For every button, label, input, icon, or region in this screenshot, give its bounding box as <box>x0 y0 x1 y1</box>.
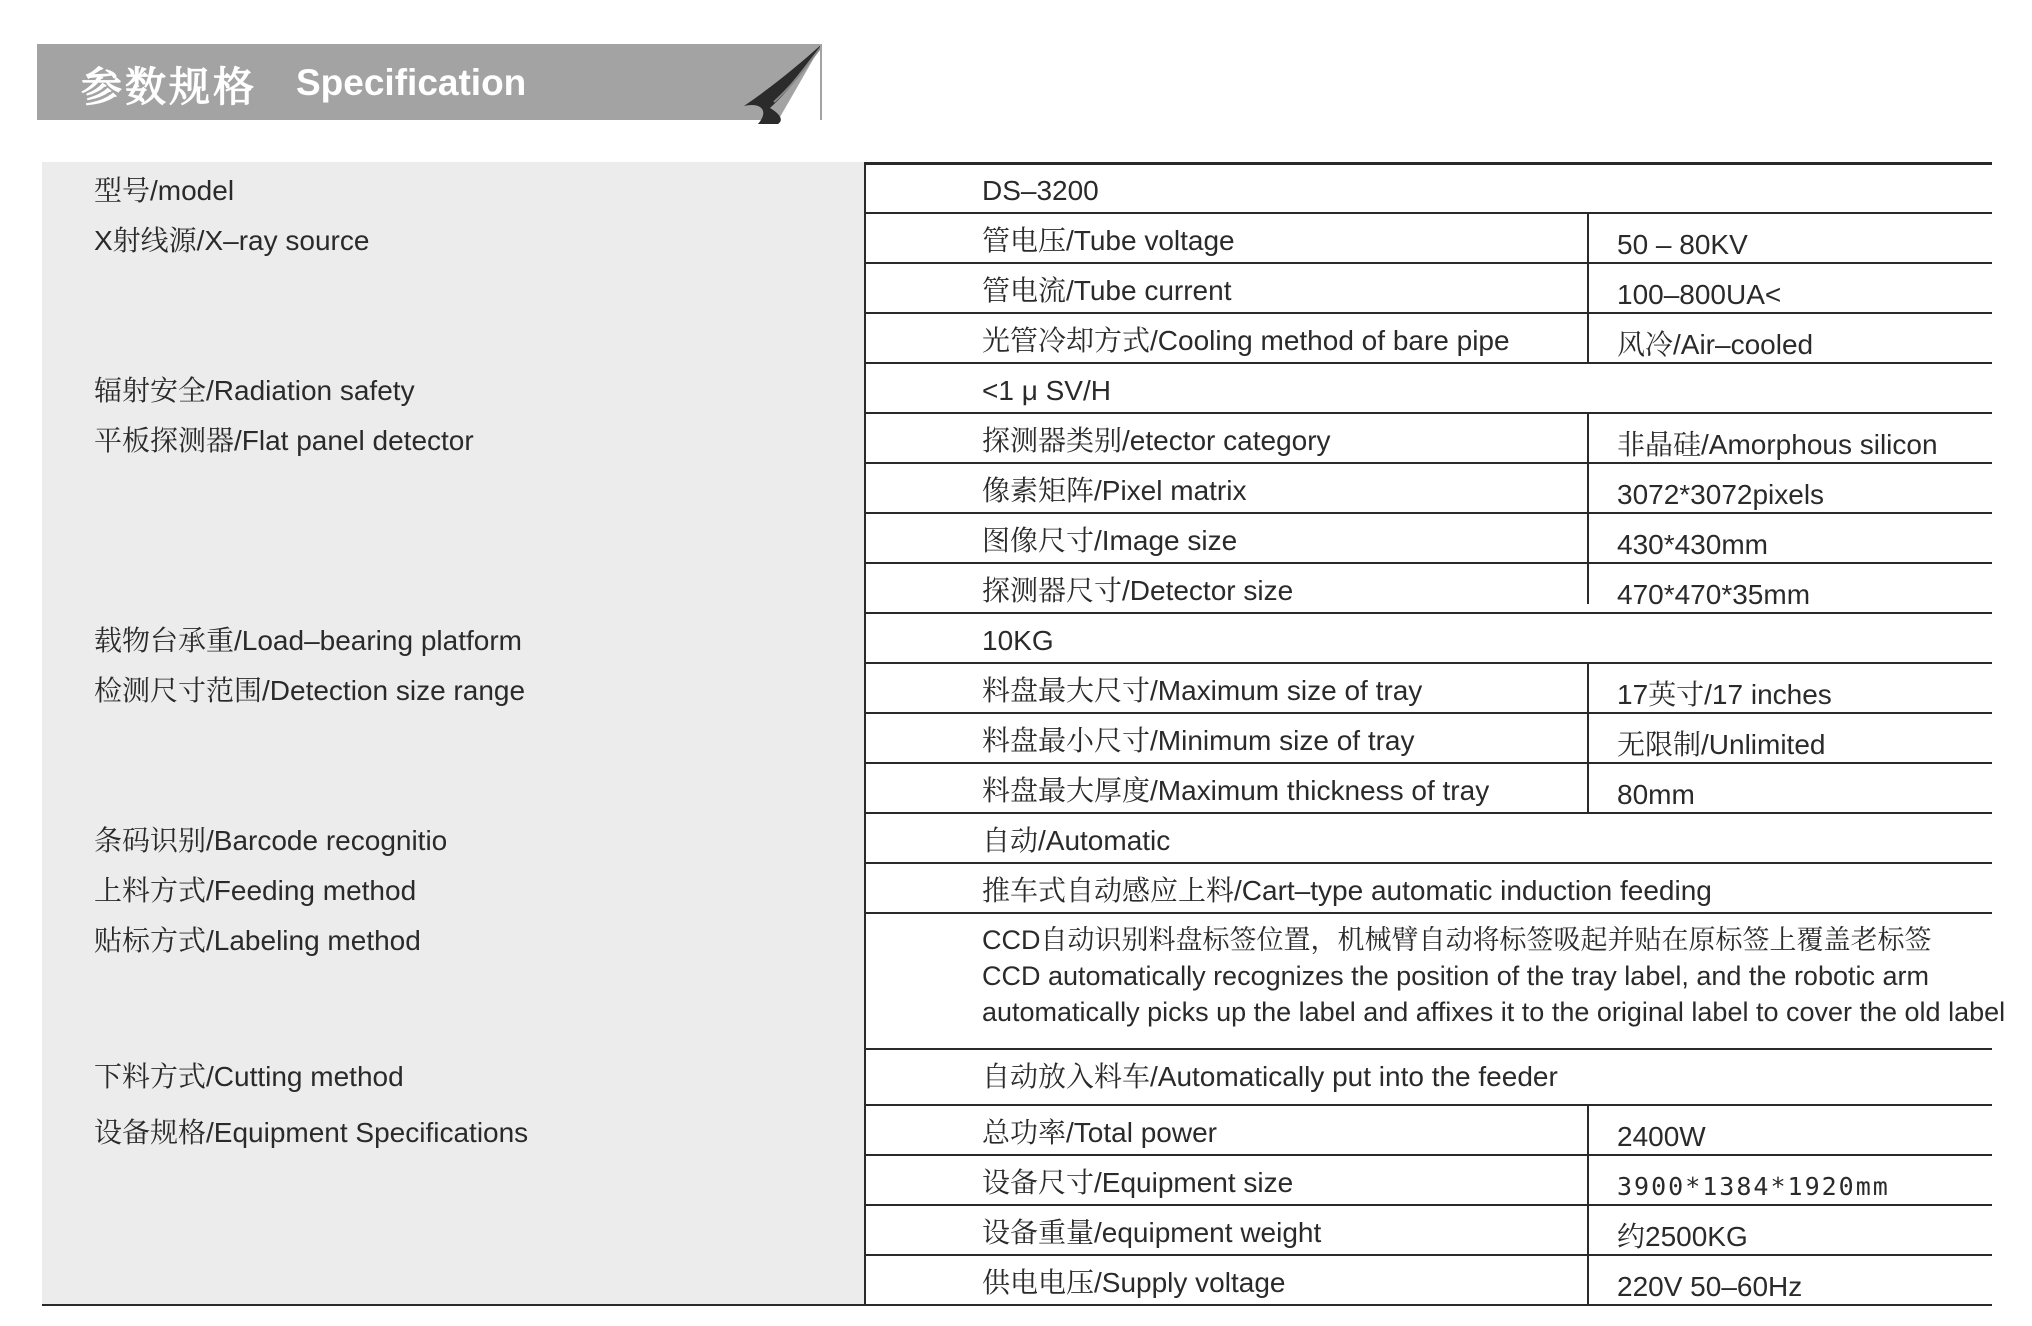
spec-label: 辐射安全/Radiation safety <box>94 375 415 406</box>
spec-subvalue: 430*430mm <box>1617 529 1768 560</box>
spec-subkey: 总功率/Total power <box>982 1117 1217 1148</box>
section-title-cn: 参数规格 <box>81 63 257 111</box>
column-divider <box>1587 412 1589 604</box>
row-divider <box>864 1154 1992 1156</box>
spec-subvalue: 约2500KG <box>1617 1221 1748 1252</box>
spec-value: 自动放入料车/Automatically put into the feeder <box>982 1061 1558 1092</box>
row-divider <box>864 562 1992 564</box>
spec-subvalue: 3072*3072pixels <box>1617 479 1825 510</box>
spec-subkey: 设备尺寸/Equipment size <box>982 1167 1294 1198</box>
column-divider <box>864 812 866 862</box>
spec-subvalue: 无限制/Unlimited <box>1617 729 1826 760</box>
spec-row <box>42 862 1992 912</box>
spec-row <box>42 662 1992 812</box>
spec-subkey: 探测器类别/etector category <box>982 425 1331 456</box>
column-divider <box>864 362 866 412</box>
spec-subkey: 料盘最大厚度/Maximum thickness of tray <box>982 775 1490 806</box>
spec-label: 型号/model <box>94 175 235 206</box>
spec-subkey: 光管冷却方式/Cooling method of bare pipe <box>982 325 1510 356</box>
spec-subvalue: 非晶硅/Amorphous silicon <box>1617 429 1938 460</box>
row-divider <box>42 1304 1992 1306</box>
spec-value-line: CCD自动识别料盘标签位置，机械臂自动将标签吸起并贴在原标签上覆盖老标签 <box>982 925 1932 955</box>
spec-subkey: 设备重量/equipment weight <box>982 1217 1322 1248</box>
spec-row <box>42 812 1992 862</box>
spec-subvalue: 风冷/Air–cooled <box>1617 329 1814 360</box>
column-divider <box>864 862 866 912</box>
spec-row <box>42 362 1992 412</box>
spec-value-line: automatically picks up the label and affixes it to the original label to cover the old label <box>982 997 2006 1027</box>
spec-label: 载物台承重/Load–bearing platform <box>94 625 522 656</box>
spec-value: DS–3200 <box>982 175 1099 206</box>
spec-label: X射线源/X–ray source <box>94 225 370 256</box>
spec-label: 设备规格/Equipment Specifications <box>94 1117 529 1148</box>
spec-subvalue: 220V 50–60Hz <box>1617 1271 1803 1302</box>
column-divider <box>1587 662 1589 812</box>
spec-row <box>42 212 1992 362</box>
spec-subkey: 图像尺寸/Image size <box>982 525 1238 556</box>
spec-row <box>42 162 1992 212</box>
row-divider <box>864 1204 1992 1206</box>
spec-value: <1 μ SV/H <box>982 375 1111 406</box>
spec-subkey: 探测器尺寸/Detector size <box>982 575 1294 606</box>
spec-value: 推车式自动感应上料/Cart–type automatic induction feeding <box>982 875 1712 906</box>
spec-subvalue: 50 – 80KV <box>1617 229 1748 260</box>
spec-subkey: 料盘最小尺寸/Minimum size of tray <box>982 725 1415 756</box>
spec-label: 平板探测器/Flat panel detector <box>94 425 474 456</box>
spec-label: 下料方式/Cutting method <box>94 1061 404 1092</box>
column-divider <box>1587 212 1589 362</box>
spec-subvalue: 470*470*35mm <box>1617 579 1811 610</box>
row-divider <box>864 762 1992 764</box>
spec-subvalue: 80mm <box>1617 779 1695 810</box>
spec-row <box>42 612 1992 662</box>
spec-subkey: 管电压/Tube voltage <box>982 225 1235 256</box>
spec-row <box>42 1048 1992 1104</box>
spec-subkey: 管电流/Tube current <box>982 275 1232 306</box>
spec-value: 自动/Automatic <box>982 825 1171 856</box>
spec-subkey: 料盘最大尺寸/Maximum size of tray <box>982 675 1423 706</box>
page-curl-icon <box>700 44 820 124</box>
row-divider <box>864 512 1992 514</box>
spec-subkey: 供电电压/Supply voltage <box>982 1267 1286 1298</box>
spec-table <box>42 162 2006 1302</box>
column-divider <box>864 912 866 1048</box>
column-divider <box>864 662 866 812</box>
spec-value: 10KG <box>982 625 1054 656</box>
spec-label: 贴标方式/Labeling method <box>94 925 421 956</box>
section-title-en: Specification <box>296 62 527 103</box>
row-divider <box>864 262 1992 264</box>
spec-subvalue: 17英寸/17 inches <box>1617 679 1832 710</box>
spec-subvalue: 100–800UA< <box>1617 279 1782 310</box>
row-divider <box>864 312 1992 314</box>
spec-label: 条码识别/Barcode recognitio <box>94 825 448 856</box>
column-divider <box>864 612 866 662</box>
spec-row <box>42 912 2006 1048</box>
row-divider <box>864 1254 1992 1256</box>
spec-subkey: 像素矩阵/Pixel matrix <box>982 475 1247 506</box>
spec-value-line: CCD automatically recognizes the position of the tray label, and the robotic arm <box>982 961 1929 991</box>
row-divider <box>864 462 1992 464</box>
column-divider <box>864 212 866 362</box>
column-divider <box>864 1048 866 1104</box>
spec-subvalue: 3900*1384*1920mm <box>1617 1172 1890 1201</box>
spec-label: 检测尺寸范围/Detection size range <box>94 675 526 706</box>
row-divider <box>864 712 1992 714</box>
column-divider <box>864 162 866 212</box>
spec-label: 上料方式/Feeding method <box>94 875 417 906</box>
spec-subvalue: 2400W <box>1617 1121 1706 1152</box>
